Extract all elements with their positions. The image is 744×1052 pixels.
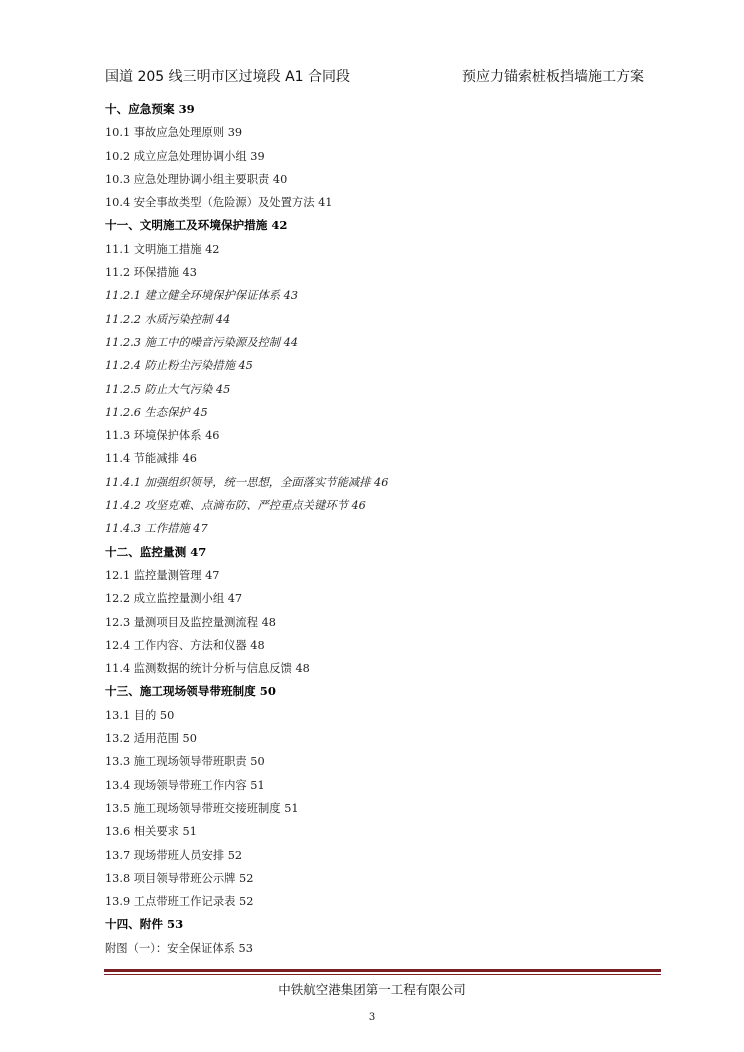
- toc-section-entry[interactable]: 附图（一）：安全保证体系 53: [105, 941, 253, 955]
- toc-section-entry[interactable]: 13.3 施工现场领导带班职责 50: [105, 755, 265, 769]
- toc-section-entry[interactable]: 11.3 环境保护体系 46: [105, 429, 220, 443]
- toc-subsection-entry[interactable]: 11.2.4 防止粉尘污染措施 45: [105, 359, 253, 373]
- toc-subsection-entry[interactable]: 11.2.6 生态保护 45: [105, 405, 208, 419]
- toc-section-entry[interactable]: 11.1 文明施工措施 42: [105, 242, 220, 256]
- toc-chapter-entry[interactable]: 十四、附件 53: [105, 917, 184, 932]
- toc-subsection-entry[interactable]: 11.2.2 水质污染控制 44: [105, 312, 231, 326]
- toc-section-entry[interactable]: 13.4 现场领导带班工作内容 51: [105, 778, 265, 792]
- page-number: 3: [368, 1012, 376, 1023]
- toc-chapter-entry[interactable]: 十三、施工现场领导带班制度 50: [105, 684, 276, 699]
- toc-chapter-entry[interactable]: 十、应急预案 39: [105, 102, 195, 116]
- toc-section-entry[interactable]: 12.1 监控量测管理 47: [105, 568, 220, 582]
- toc-section-entry[interactable]: 10.3 应急处理协调小组主要职责 40: [105, 172, 288, 186]
- toc-section-entry[interactable]: 13.8 项目领导带班公示牌 52: [105, 871, 254, 885]
- toc-section-entry[interactable]: 13.2 适用范围 50: [105, 732, 197, 746]
- toc-section-entry[interactable]: 13.5 施工现场领导带班交接班制度 51: [105, 801, 299, 815]
- toc-subsection-entry[interactable]: 11.4.2 攻坚克难、点滴布防、严控重点关键环节 46: [105, 499, 366, 513]
- toc-chapter-entry[interactable]: 十一、文明施工及环境保护措施 42: [105, 218, 288, 233]
- toc-section-entry[interactable]: 13.6 相关要求 51: [105, 825, 197, 839]
- toc-section-entry[interactable]: 12.2 成立监控量测小组 47: [105, 592, 243, 606]
- page-header: [105, 62, 644, 86]
- toc-subsection-entry[interactable]: 11.2.5 防止大气污染 45: [105, 382, 231, 396]
- toc-section-entry[interactable]: 12.4 工作内容、方法和仪器 48: [105, 638, 265, 652]
- toc-section-entry[interactable]: 11.4 节能减排 46: [105, 452, 197, 466]
- footer-divider-thick: [104, 969, 661, 972]
- toc-subsection-entry[interactable]: 11.4.3 工作措施 47: [105, 522, 208, 536]
- toc-section-entry[interactable]: 12.3 量测项目及监控量测流程 48: [105, 615, 276, 629]
- header-project-title: 国道 205 线三明市区过境段 A1 合同段: [105, 69, 351, 85]
- toc-section-entry[interactable]: 11.4 监测数据的统计分析与信息反馈 48: [105, 662, 310, 676]
- table-of-contents: [105, 98, 665, 960]
- toc-section-entry[interactable]: 10.1 事故应急处理原则 39: [105, 126, 243, 140]
- footer-company: 中铁航空港集团第一工程有限公司: [278, 982, 466, 997]
- toc-section-entry[interactable]: 10.2 成立应急处理协调小组 39: [105, 149, 265, 163]
- toc-section-entry[interactable]: 13.9 工点带班工作记录表 52: [105, 895, 254, 909]
- toc-subsection-entry[interactable]: 11.2.3 施工中的噪音污染源及控制 44: [105, 335, 299, 349]
- toc-subsection-entry[interactable]: 11.2.1 建立健全环境保护保证体系 43: [105, 289, 299, 303]
- toc-section-entry[interactable]: 13.1 目的 50: [105, 708, 175, 722]
- toc-subsection-entry[interactable]: 11.4.1 加强组织领导，统一思想，全面落实节能减排 46: [105, 475, 389, 489]
- toc-section-entry[interactable]: 11.2 环保措施 43: [105, 266, 197, 280]
- toc-section-entry[interactable]: 13.7 现场带班人员安排 52: [105, 848, 243, 862]
- footer-divider-thin: [104, 974, 661, 975]
- toc-section-entry[interactable]: 10.4 安全事故类型（危险源）及处置方法 41: [105, 196, 333, 210]
- toc-chapter-entry[interactable]: 十二、监控量测 47: [105, 544, 207, 559]
- header-document-title: 预应力锚索桩板挡墙施工方案: [462, 69, 644, 85]
